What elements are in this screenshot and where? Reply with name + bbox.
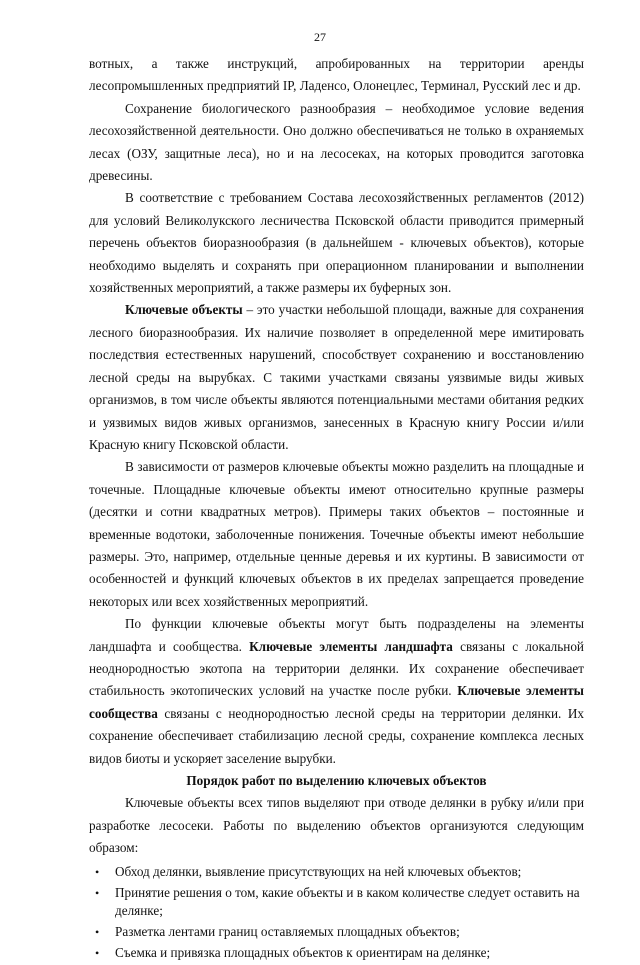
definition-text: – это участки небольшой площади, важные для сохранения лесного биоразнообразия. Их наличие позволяет в определенной мере имитировать последствия естественных нарушений, способствует сохранению и восстановлению лесной среды на вырубках. С такими участками связаны уязвимые виды живых организмов, в том числе объекты являются потенциальными местами обитания редких и уязвимых видов живых организмов, занесенных в Красную книгу России и/или Красную книгу Псковской области. — [89, 302, 584, 452]
paragraph-size-classification: В зависимости от размеров ключевые объекты можно разделить на площадные и точечные. Площадные ключевые объекты имеют относительно крупные размеры (десятки и сотни квадратных метров). Примеры таких объектов – постоянные и временные водотоки, заболоченные понижения. Точечные объекты имеют небольшие размеры. Это, например, отдельные ценные деревья и их куртины. В зависимости от особенностей и функций ключевых объектов в их пределах запрещается проведение некоторых или всех хозяйственных мероприятий. — [89, 459, 584, 609]
page-number: 27 — [314, 30, 326, 44]
function-text-a: По функции ключевые объекты могут быть подразделены на элементы ландшафта и сообщества. — [89, 616, 584, 654]
list-item-text: Разметка лентами границ оставляемых площадных объектов; — [115, 923, 460, 939]
bullet-icon: • — [95, 924, 100, 939]
paragraph-procedure-intro: Ключевые объекты всех типов выделяют при отводе делянки в рубку и/или при разработке лесосеки. Работы по выделению объектов организуются следующим образом: — [89, 795, 584, 856]
term-landscape-elements: Ключевые элементы ландшафта — [249, 638, 453, 654]
section-heading: Порядок работ по выделению ключевых объектов — [186, 773, 487, 788]
paragraph-continuation: вотных, а также инструкций, апробированных на территории аренды лесопромышленных предприятий IP, Ладенсо, Олонецлес, Терминал, Русский лес и др. — [89, 56, 584, 94]
paragraph-key-objects-definition — [89, 299, 584, 456]
bullet-icon: • — [95, 945, 100, 960]
term-community-elements: Ключевые элементы сообщества — [89, 683, 584, 721]
paragraph-function-classification — [89, 613, 584, 770]
procedure-list — [89, 863, 584, 962]
list-item — [89, 944, 584, 962]
list-item — [89, 923, 584, 941]
term-key-objects: Ключевые объекты — [125, 302, 243, 318]
function-text-b: связаны с локальной неоднородностью экотопа на территории делянки. Их сохранение обеспечивает стабильность экотопических условий на участке после рубки. — [89, 638, 584, 699]
function-text-c: связаны с неоднородностью лесной среды на территории делянки. Их сохранение обеспечивает стабилизацию лесной среды, сохранение комплекса лесных видов биоты и ускоряет заселение вырубки. — [89, 705, 584, 766]
list-item-text: Съемка и привязка площадных объектов к ориентирам на делянке; — [115, 944, 491, 960]
page-content — [89, 53, 584, 965]
paragraph-regulations: В соответствие с требованием Состава лесохозяйственных регламентов (2012) для условий Великолукского лесничества Псковской области приводится примерный перечень объектов биоразнообразия (в дальнейшем - ключевых объектов), которые необходимо выделять и сохранять при операционном планировании и выполнении хозяйственных мероприятий, а также размеры их буферных зон. — [89, 190, 584, 296]
list-item-text: Обход делянки, выявление присутствующих на ней ключевых объектов; — [115, 863, 522, 879]
list-item-text: Принятие решения о том, какие объекты и в каком количестве следует оставить на делянке; — [115, 884, 580, 918]
bullet-icon: • — [95, 885, 100, 900]
bullet-icon: • — [95, 864, 100, 879]
paragraph-biodiversity: Сохранение биологического разнообразия – необходимое условие ведения лесохозяйственной деятельности. Оно должно обеспечиваться не только в охраняемых лесах (ОЗУ, защитные леса), но и на лесосеках, на которых проводится заготовка древесины. — [89, 100, 584, 184]
list-item — [89, 863, 584, 881]
list-item — [89, 884, 584, 920]
